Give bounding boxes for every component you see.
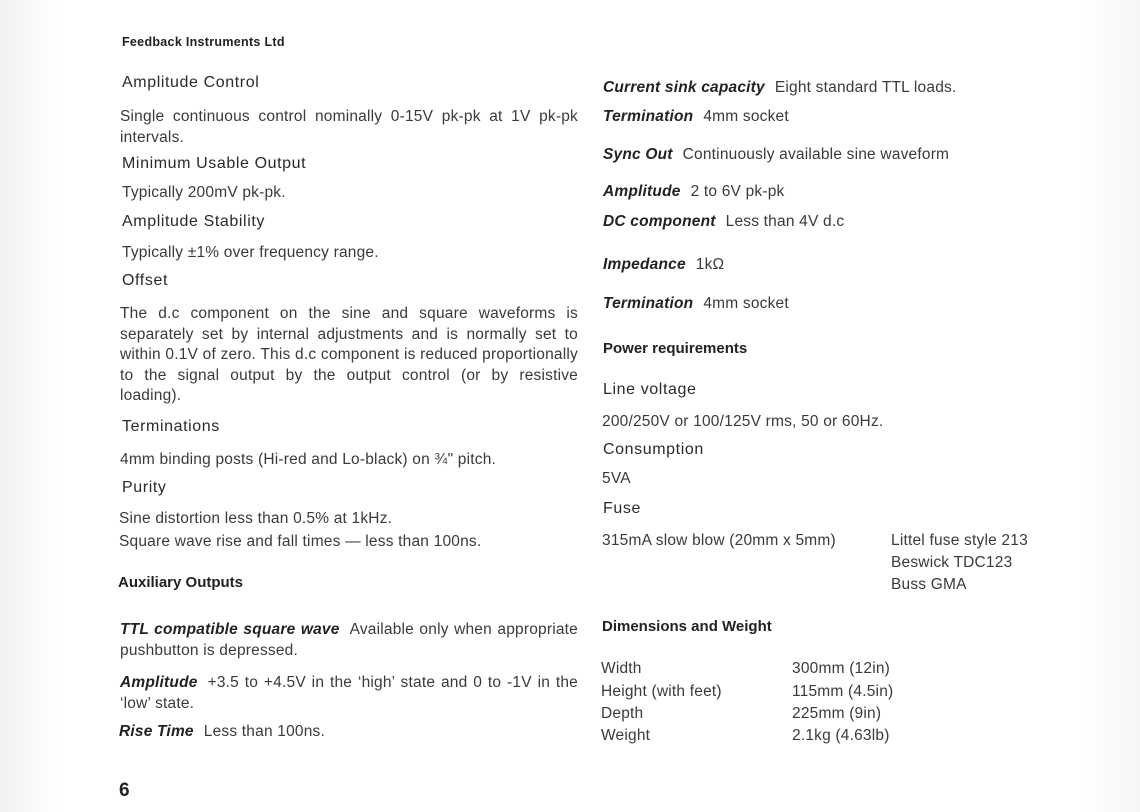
impedance-line: [603, 256, 724, 274]
sync-out-line: [603, 146, 949, 164]
purity-heading: Purity: [122, 479, 167, 496]
rise-time-text: Less than 100ns.: [203, 723, 326, 740]
ttl-label: TTL compatible square wave: [120, 621, 340, 638]
termination1-text: 4mm socket: [703, 108, 789, 125]
aux-amplitude-text: +3.5 to +4.5V in the ‘high’ state and 0 to -1V in the ‘low’ state.: [120, 674, 578, 712]
current-sink-text: Eight standard TTL loads.: [774, 79, 957, 96]
termination2-line: [603, 295, 789, 313]
dc-component-line: [603, 213, 844, 231]
auxiliary-outputs-heading: Auxiliary Outputs: [118, 574, 244, 591]
purity-line1: Sine distortion less than 0.5% at 1kHz.: [119, 510, 393, 527]
minimum-usable-output-text: Typically 200mV pk-pk.: [122, 184, 286, 201]
sync-out-label: Sync Out: [603, 146, 673, 163]
line-voltage-text: 200/250V or 100/125V rms, 50 or 60Hz.: [602, 413, 884, 430]
dimension-label: Depth: [601, 705, 644, 722]
fuse-style-1: Beswick TDC123: [891, 554, 1013, 571]
dc-component-label: DC component: [603, 213, 716, 230]
aux-amplitude-paragraph: [120, 673, 578, 714]
fuse-style-2: Buss GMA: [891, 576, 967, 593]
sync-out-text: Continuously available sine waveform: [682, 146, 950, 163]
impedance-label: Impedance: [603, 256, 686, 273]
line-voltage-heading: Line voltage: [603, 381, 697, 398]
ttl-paragraph: [120, 620, 578, 661]
termination2-text: 4mm socket: [703, 295, 789, 312]
page-number: 6: [119, 780, 130, 801]
dimension-value: 225mm (9in): [792, 705, 882, 722]
dimensions-heading: Dimensions and Weight: [602, 618, 772, 635]
amplitude-stability-heading: Amplitude Stability: [122, 213, 266, 230]
fuse-style-0: Littel fuse style 213: [891, 532, 1028, 549]
current-sink-line: [603, 79, 956, 97]
dimension-label: Width: [601, 660, 642, 677]
page-header: Feedback Instruments Ltd: [122, 35, 285, 49]
termination1-label: Termination: [603, 108, 694, 125]
rise-time-line: [119, 723, 325, 741]
current-sink-label: Current sink capacity: [603, 79, 765, 96]
dimension-label: Height (with feet): [601, 683, 722, 700]
dimension-value: 300mm (12in): [792, 660, 891, 677]
amplitude-control-text: Single continuous control nominally 0-15V pk-pk at 1V pk-pk intervals.: [120, 108, 578, 146]
fuse-text: 315mA slow blow (20mm x 5mm): [602, 532, 836, 549]
consumption-text: 5VA: [602, 470, 631, 487]
termination2-label: Termination: [603, 295, 694, 312]
offset-text: The d.c component on the sine and square waveforms is separately set by internal adjustments and is normally set to within 0.1V of zero. This d.c component is reduced proportionally to the signal output by the output control (or by resistive loading).: [120, 305, 578, 404]
termination1-line: [603, 108, 789, 126]
dimension-value: 115mm (4.5in): [792, 683, 894, 700]
ttl-text: Available only when appropriate pushbutton is depressed.: [120, 621, 578, 659]
purity-line2: Square wave rise and fall times — less than 100ns.: [119, 533, 482, 550]
offset-heading: Offset: [122, 272, 168, 289]
power-requirements-heading: Power requirements: [603, 340, 748, 357]
terminations-heading: Terminations: [122, 418, 220, 435]
amplitude-text: 2 to 6V pk-pk: [690, 183, 785, 200]
consumption-heading: Consumption: [603, 441, 704, 458]
dc-component-text: Less than 4V d.c: [725, 213, 845, 230]
rise-time-label: Rise Time: [119, 723, 194, 740]
amplitude-label: Amplitude: [603, 183, 681, 200]
amplitude-line: [603, 183, 785, 201]
dimension-label: Weight: [601, 727, 651, 744]
terminations-text: 4mm binding posts (Hi-red and Lo-black) on ¾" pitch.: [120, 451, 497, 468]
aux-amplitude-label: Amplitude: [120, 674, 198, 691]
impedance-text: 1kΩ: [695, 256, 725, 273]
amplitude-stability-text: Typically ±1% over frequency range.: [122, 244, 379, 261]
minimum-usable-output-heading: Minimum Usable Output: [122, 155, 307, 172]
amplitude-control-heading: Amplitude Control: [122, 74, 260, 91]
dimension-value: 2.1kg (4.63lb): [792, 727, 890, 744]
fuse-heading: Fuse: [603, 500, 641, 517]
